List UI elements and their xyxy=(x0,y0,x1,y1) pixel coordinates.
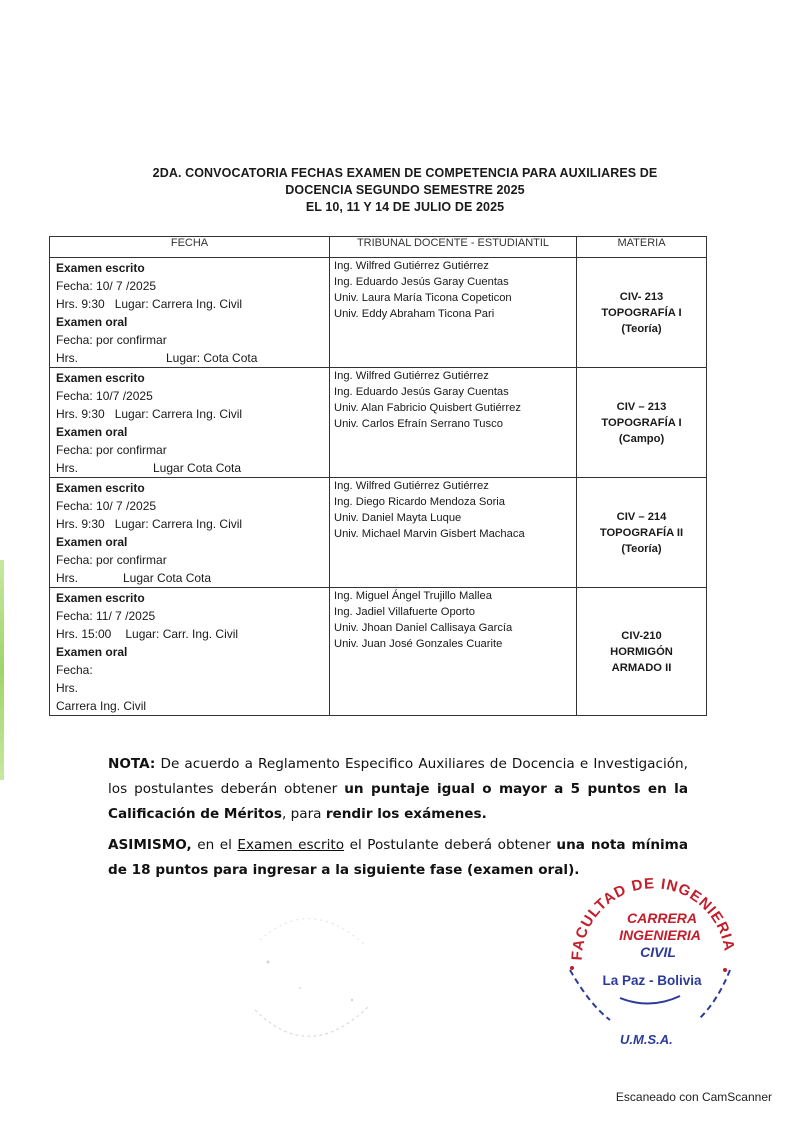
note-label: NOTA: xyxy=(108,756,156,772)
written-exam-time-place: Hrs. 9:30 Lugar: Carrera Ing. Civil xyxy=(56,517,243,531)
written-exam-date: Fecha: 10/ 7 /2025 xyxy=(56,499,157,513)
svg-text:La Paz - Bolivia: La Paz - Bolivia xyxy=(602,973,702,988)
subject-type: (Campo) xyxy=(618,432,665,445)
asimismo-underlined: Examen escrito xyxy=(237,837,345,853)
fecha-cell xyxy=(50,258,330,368)
faint-stamp-mark xyxy=(240,900,380,1050)
table-row xyxy=(50,588,707,716)
tribunal-member: Ing. Miguel Ángel Trujillo Mallea xyxy=(334,590,492,602)
tribunal-cell xyxy=(330,588,577,716)
oral-exam-label: Examen oral xyxy=(56,425,128,439)
svg-text:CIVIL: CIVIL xyxy=(640,944,676,960)
subject-type: (Teoría) xyxy=(621,322,662,335)
svg-text:U.M.S.A.: U.M.S.A. xyxy=(620,1032,673,1047)
materia-cell xyxy=(577,368,707,478)
oral-exam-label: Examen oral xyxy=(56,315,128,329)
asimismo-text: en el xyxy=(197,837,232,853)
materia-cell xyxy=(577,588,707,716)
oral-exam-time-place: Hrs. Lugar Cota Cota xyxy=(56,461,242,475)
oral-exam-date: Fecha: por confirmar xyxy=(56,553,167,567)
written-exam-label: Examen escrito xyxy=(56,371,145,385)
oral-exam-label: Examen oral xyxy=(56,535,128,549)
tribunal-member: Univ. Eddy Abraham Ticona Pari xyxy=(334,308,495,320)
written-exam-date: Fecha: 10/ 7 /2025 xyxy=(56,279,157,293)
subject-name: TOPOGRAFÍA I xyxy=(601,416,682,429)
materia-cell xyxy=(577,478,707,588)
subject-name: TOPOGRAFÍA I xyxy=(601,306,682,319)
tribunal-member: Univ. Jhoan Daniel Callisaya García xyxy=(334,622,513,634)
tribunal-member: Univ. Daniel Mayta Luque xyxy=(334,512,462,524)
subject-name: TOPOGRAFÍA II xyxy=(599,526,684,539)
note-bold-requirement: un puntaje igual o mayor a 5 puntos en la Calificación de Méritos xyxy=(108,781,689,822)
note-text: De acuerdo a Reglamento Especifico Auxiliares de Docencia e Investigación, los postulantes deberán obtener xyxy=(108,756,688,797)
document-title xyxy=(60,165,750,216)
asimismo-text-2: el Postulante deberá obtener xyxy=(349,837,551,853)
fecha-cell xyxy=(50,478,330,588)
header-materia: MATERIA xyxy=(577,237,707,258)
tribunal-member: Ing. Diego Ricardo Mendoza Soria xyxy=(334,496,506,508)
written-exam-time-place: Hrs. 9:30 Lugar: Carrera Ing. Civil xyxy=(56,297,243,311)
exam-schedule-table xyxy=(49,236,707,716)
header-fecha: FECHA xyxy=(50,237,330,258)
svg-text:CARRERA: CARRERA xyxy=(627,910,697,926)
table-row xyxy=(50,258,707,368)
title-line-2: DOCENCIA SEGUNDO SEMESTRE 2025 xyxy=(285,183,525,197)
note-text-2: , para xyxy=(281,806,322,822)
tribunal-cell xyxy=(330,478,577,588)
oral-exam-time-place: Hrs. Lugar Cota Cota xyxy=(56,571,212,585)
written-exam-date: Fecha: 10/7 /2025 xyxy=(56,389,153,403)
oral-exam-time-place: Hrs. Lugar: Cota Cota xyxy=(56,351,258,365)
scan-edge xyxy=(0,560,4,780)
tribunal-cell xyxy=(330,258,577,368)
tribunal-member: Univ. Laura María Ticona Copeticon xyxy=(334,292,512,304)
tribunal-member: Ing. Eduardo Jesús Garay Cuentas xyxy=(334,386,509,398)
written-exam-date: Fecha: 11/ 7 /2025 xyxy=(56,609,156,623)
subject-code: CIV- 213 xyxy=(619,290,664,303)
scanner-watermark: Escaneado con CamScanner xyxy=(615,1090,772,1104)
title-line-1: 2DA. CONVOCATORIA FECHAS EXAMEN DE COMPETENCIA PARA AUXILIARES DE xyxy=(152,166,658,180)
tribunal-member: Univ. Juan José Gonzales Cuarite xyxy=(334,638,503,650)
tribunal-member: Ing. Wilfred Gutiérrez Gutiérrez xyxy=(334,260,489,272)
written-exam-label: Examen escrito xyxy=(56,591,145,605)
oral-exam-date: Fecha: por confirmar xyxy=(56,443,167,457)
oral-exam-date: Fecha: xyxy=(56,663,93,677)
subject-name: HORMIGÓN xyxy=(610,645,673,658)
oral-exam-time: Hrs. xyxy=(56,681,78,695)
fecha-cell xyxy=(50,588,330,716)
table-row xyxy=(50,368,707,478)
tribunal-member: Univ. Alan Fabricio Quisbert Gutiérrez xyxy=(334,402,521,414)
materia-cell xyxy=(577,258,707,368)
subject-type: ARMADO II xyxy=(611,661,672,674)
tribunal-cell xyxy=(330,368,577,478)
oral-exam-date: Fecha: por confirmar xyxy=(56,333,167,347)
subject-type: (Teoría) xyxy=(621,542,662,555)
written-exam-time-place: Hrs. 9:30 Lugar: Carrera Ing. Civil xyxy=(56,407,243,421)
oral-exam-label: Examen oral xyxy=(56,645,128,659)
table-row xyxy=(50,478,707,588)
asimismo-label: ASIMISMO, xyxy=(108,837,192,853)
written-exam-label: Examen escrito xyxy=(56,261,145,275)
written-exam-time-place: Hrs. 15:00 Lugar: Carr. Ing. Civil xyxy=(56,627,239,641)
carrera-ingenieria-civil-stamp xyxy=(560,870,740,1050)
tribunal-member: Univ. Michael Marvin Gisbert Machaca xyxy=(334,528,525,540)
table-header-row xyxy=(50,237,707,258)
svg-text:INGENIERIA: INGENIERIA xyxy=(619,927,701,943)
asimismo-bold: una nota mínima de 18 puntos para ingresar a la siguiente fase (examen oral). xyxy=(108,837,688,878)
fecha-cell xyxy=(50,368,330,478)
svg-text:FACULTAD DE INGENIERIA: FACULTAD DE INGENIERIA xyxy=(568,875,738,961)
oral-exam-place: Carrera Ing. Civil xyxy=(56,699,147,713)
stamp-seal-icon xyxy=(569,875,738,1047)
written-exam-label: Examen escrito xyxy=(56,481,145,495)
subject-code: CIV-210 xyxy=(621,629,662,642)
subject-code: CIV – 213 xyxy=(616,400,667,413)
tribunal-member: Ing. Wilfred Gutiérrez Gutiérrez xyxy=(334,480,489,492)
header-tribunal: TRIBUNAL DOCENTE - ESTUDIANTIL xyxy=(330,237,577,258)
note-paragraph xyxy=(108,752,688,827)
tribunal-member: Ing. Eduardo Jesús Garay Cuentas xyxy=(334,276,509,288)
subject-code: CIV – 214 xyxy=(616,510,667,523)
tribunal-member: Ing. Jadiel Villafuerte Oporto xyxy=(334,606,475,618)
note-bold-end: rendir los exámenes. xyxy=(325,806,487,822)
tribunal-member: Univ. Carlos Efraín Serrano Tusco xyxy=(334,418,503,430)
title-line-3: EL 10, 11 Y 14 DE JULIO DE 2025 xyxy=(305,200,505,214)
tribunal-member: Ing. Wilfred Gutiérrez Gutiérrez xyxy=(334,370,489,382)
